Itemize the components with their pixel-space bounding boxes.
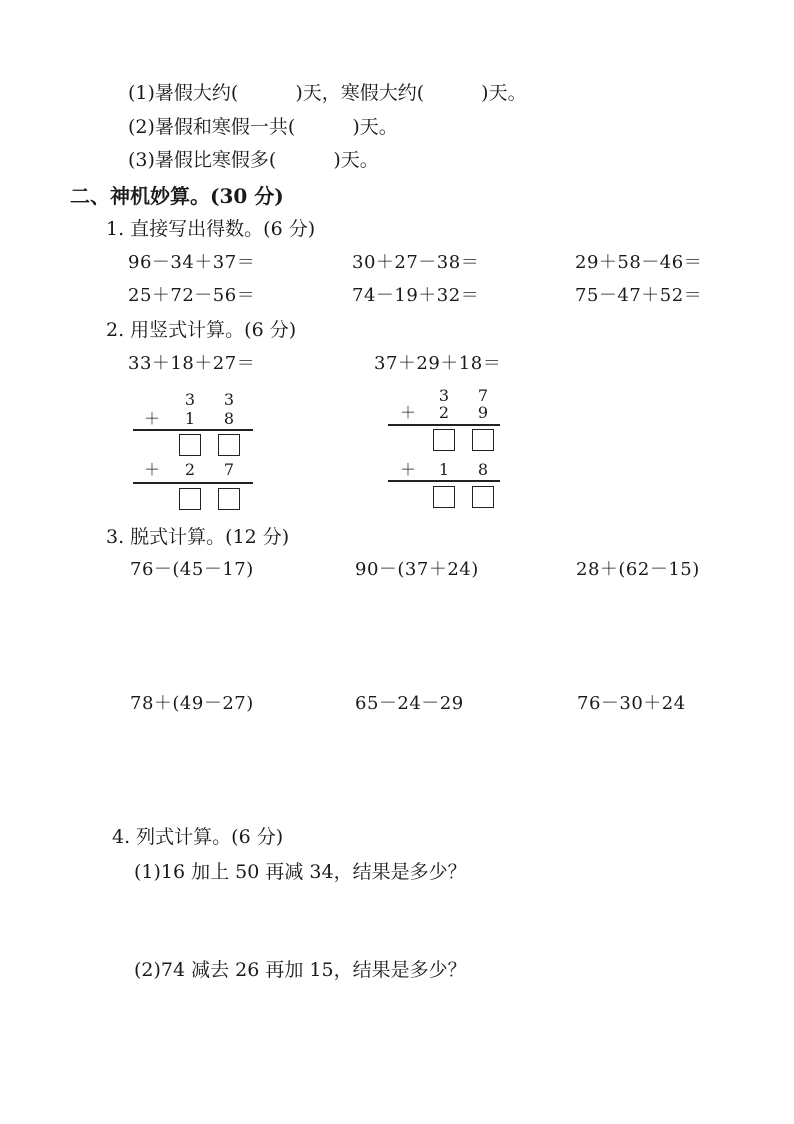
part-2-title: 2. 用竖式计算。(6 分) [106,319,297,341]
sum-line [133,429,253,431]
digit: 1 [438,460,450,479]
digit: 2 [438,403,450,422]
section-2-title: 二、神机妙算。(30 分) [70,184,284,208]
vertical-calc-expression: 37＋29＋18＝ [374,353,502,374]
part-3-title: 3. 脱式计算。(12 分) [106,526,290,548]
stepwise-calc-item: 76－(45－17) [130,559,254,580]
digit: 2 [184,460,196,479]
question-difference-days: (3)暑假比寒假多( )天。 [128,149,379,171]
sum-line [388,424,500,426]
digit: 1 [184,409,196,428]
oral-calc-item: 74－19＋32＝ [352,285,480,306]
oral-calc-item: 96－34＋37＝ [128,252,256,273]
stepwise-calc-item: 78＋(49－27) [130,693,254,714]
digit: 3 [438,386,450,405]
answer-box[interactable] [179,434,201,456]
sum-line [388,480,500,482]
part-1-title: 1. 直接写出得数。(6 分) [106,218,316,240]
part-4-title: 4. 列式计算。(6 分) [112,826,284,848]
answer-box[interactable] [218,434,240,456]
digit: 3 [184,390,196,409]
plus-sign: ＋ [400,403,417,422]
oral-calc-item: 30＋27－38＝ [352,252,480,273]
digit: 3 [223,390,235,409]
digit: 8 [223,409,235,428]
answer-box[interactable] [433,429,455,451]
answer-box[interactable] [179,488,201,510]
answer-box[interactable] [472,429,494,451]
digit: 7 [223,460,235,479]
plus-sign: ＋ [144,460,161,479]
vertical-calc-expression: 33＋18＋27＝ [128,353,256,374]
sum-line [133,482,253,484]
stepwise-calc-item: 28＋(62－15) [576,559,700,580]
digit: 8 [477,460,489,479]
stepwise-calc-item: 90－(37＋24) [355,559,479,580]
digit: 7 [477,386,489,405]
question-total-days: (2)暑假和寒假一共( )天。 [128,116,398,138]
oral-calc-item: 75－47＋52＝ [575,285,703,306]
question-summer-winter-days: (1)暑假大约( )天，寒假大约( )天。 [128,82,527,104]
answer-box[interactable] [433,486,455,508]
stepwise-calc-item: 76－30＋24 [577,693,686,714]
plus-sign: ＋ [144,409,161,428]
oral-calc-item: 25＋72－56＝ [128,285,256,306]
answer-box[interactable] [472,486,494,508]
answer-box[interactable] [218,488,240,510]
word-problem-2: (2)74 减去 26 再加 15，结果是多少？ [134,959,467,981]
plus-sign: ＋ [400,460,417,479]
word-problem-1: (1)16 加上 50 再减 34，结果是多少？ [134,861,467,883]
stepwise-calc-item: 65－24－29 [355,693,464,714]
oral-calc-item: 29＋58－46＝ [575,252,703,273]
digit: 9 [477,403,489,422]
